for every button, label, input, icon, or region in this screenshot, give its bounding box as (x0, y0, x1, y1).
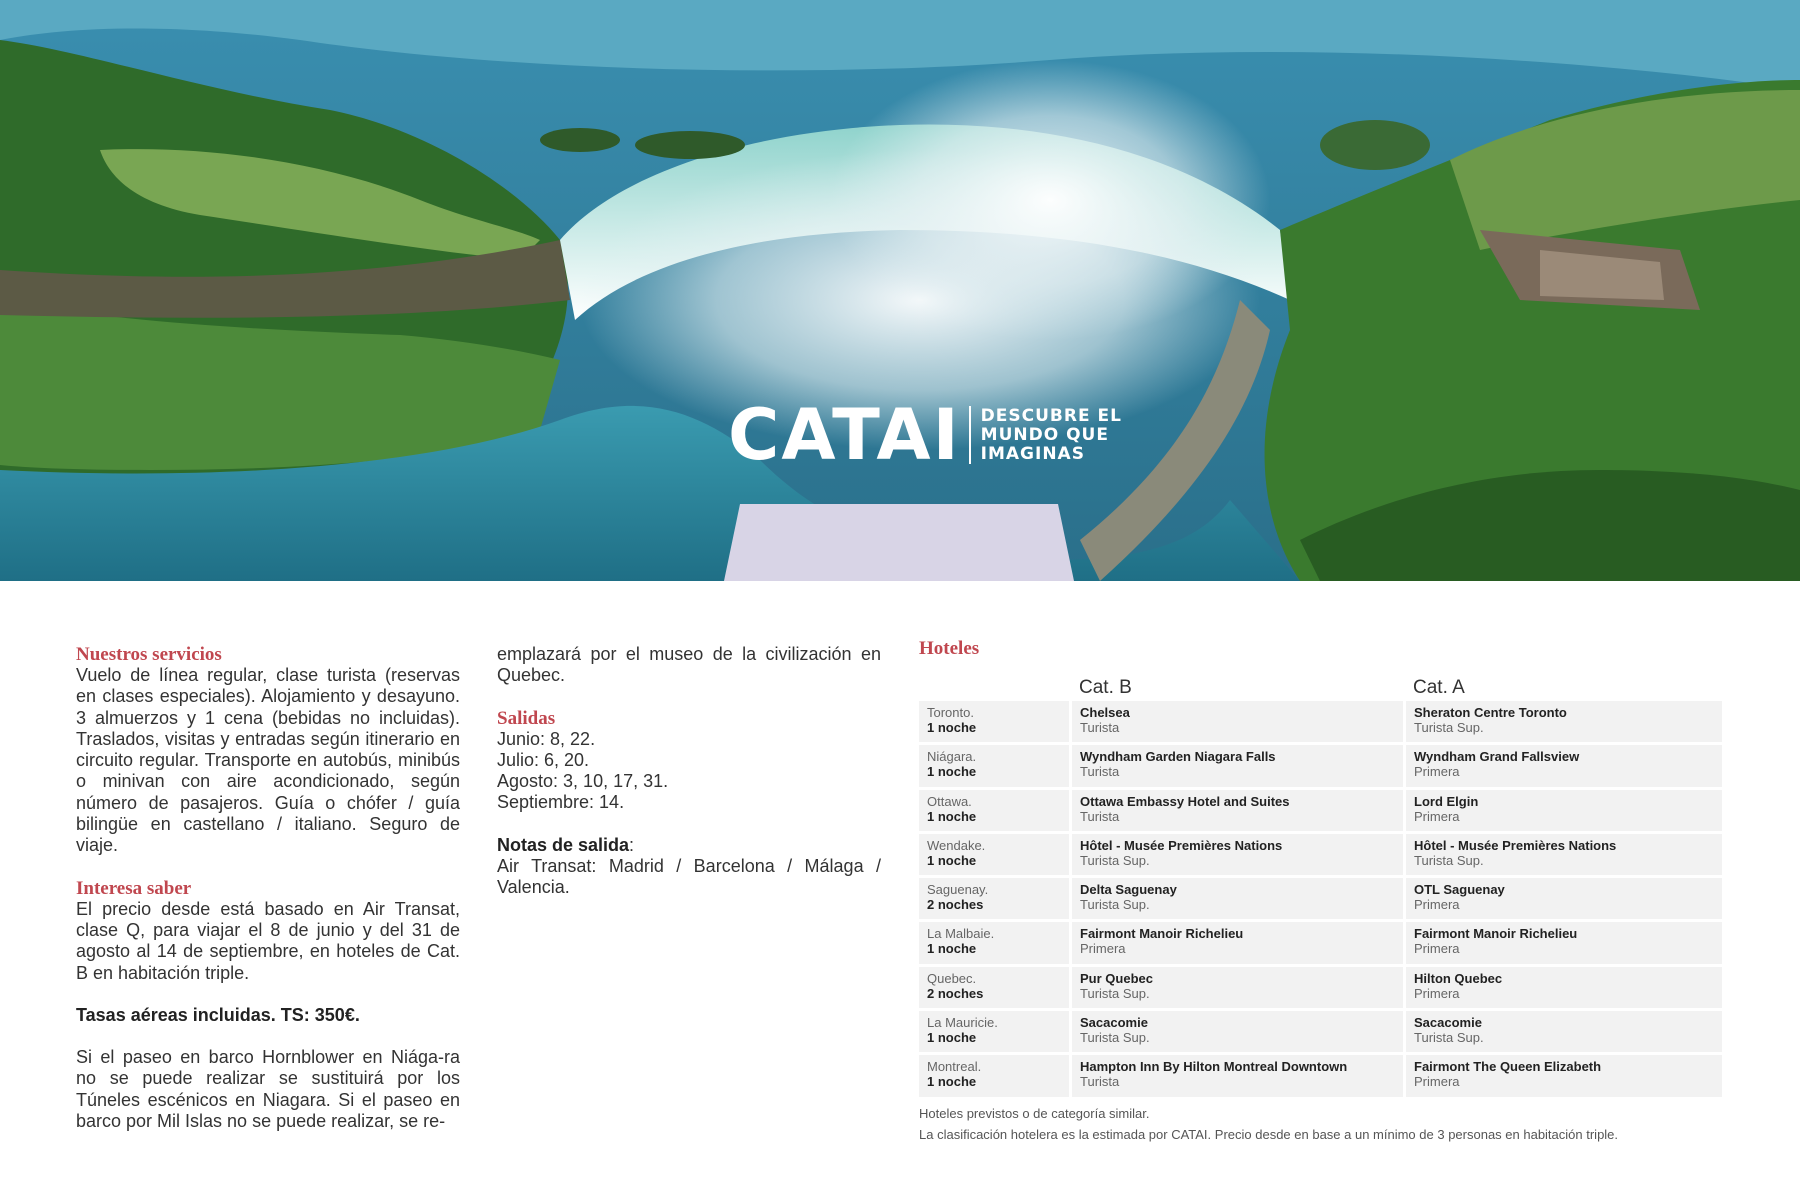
city-name: Saguenay. (927, 882, 989, 898)
hotel-name: Hôtel - Musée Premières Nations (1414, 837, 1617, 853)
cat-a-hotel-cell (1406, 878, 1722, 919)
tagline-line-1: DESCUBRE EL (980, 405, 1122, 426)
city-cell (919, 878, 1069, 919)
cat-a-header: Cat. A (1413, 677, 1465, 698)
lavender-tab (724, 504, 1074, 581)
classification-note: La clasificación hotelera es la estimada por CATAI. Precio desde en base a un mínimo de 3 personas en habitación triple. (919, 1127, 1619, 1142)
hotel-name: Lord Elgin (1414, 793, 1479, 809)
table-row (919, 1055, 1725, 1099)
hotel-name: Wyndham Grand Fallsview (1414, 749, 1580, 765)
hotel-name: Fairmont Manoir Richelieu (1080, 926, 1244, 942)
cat-a-hotel-cell (1406, 745, 1722, 786)
hotel-name: Pur Quebec (1080, 970, 1153, 986)
cat-b-header: Cat. B (1079, 677, 1132, 698)
departure-notes-title (497, 835, 881, 856)
hotel-category: Turista Sup. (1414, 1030, 1484, 1046)
table-row (919, 834, 1725, 878)
nights-count: 1 noche (927, 1030, 977, 1046)
cat-b-hotel-cell (1072, 922, 1403, 963)
city-cell (919, 834, 1069, 875)
tagline-line-2: MUNDO QUE (980, 424, 1109, 445)
cat-b-hotel-cell (1072, 745, 1403, 786)
hotel-category: Turista Sup. (1080, 985, 1150, 1001)
hotel-category: Turista Sup. (1080, 897, 1150, 913)
cat-b-hotel-cell (1072, 701, 1403, 742)
nights-count: 2 noches (927, 897, 984, 913)
hotel-name: Sacacomie (1080, 1015, 1148, 1031)
boat-notes-part2: emplazará por el museo de la civilización en Quebec. (497, 644, 881, 686)
info-heading: Interesa saber (76, 877, 192, 899)
hotels-note: Hoteles previstos o de categoría similar. (919, 1106, 1150, 1121)
hotel-category: Turista (1080, 764, 1120, 780)
logo-divider (969, 406, 971, 464)
city-cell (919, 790, 1069, 831)
hotel-name: Wyndham Garden Niagara Falls (1080, 749, 1276, 765)
niagara-falls-photo (0, 0, 1800, 581)
cat-b-hotel-cell (1072, 790, 1403, 831)
hotels-table (919, 701, 1725, 1100)
city-name: La Malbaie. (927, 926, 995, 942)
cat-b-hotel-cell (1072, 834, 1403, 875)
departure-date: Agosto: 3, 10, 17, 31. (497, 771, 669, 792)
hotel-name: OTL Saguenay (1414, 882, 1505, 898)
hotel-name: Fairmont The Queen Elizabeth (1414, 1059, 1602, 1075)
departure-date: Septiembre: 14. (497, 792, 625, 813)
hotel-name: Fairmont Manoir Richelieu (1414, 926, 1578, 942)
table-row (919, 922, 1725, 966)
departures-heading: Salidas (497, 707, 556, 729)
cat-a-hotel-cell (1406, 701, 1722, 742)
departure-notes-text: Air Transat: Madrid / Barcelona / Málaga / Valencia. (497, 856, 881, 898)
hotel-category: Turista Sup. (1080, 852, 1150, 868)
taxes-note: Tasas aéreas incluidas. TS: 350€. (76, 1004, 360, 1025)
hotel-name: Sheraton Centre Toronto (1414, 705, 1567, 720)
hotel-category: Turista (1080, 808, 1120, 824)
departure-date: Junio: 8, 22. (497, 728, 596, 749)
hotel-category: Primera (1414, 897, 1460, 913)
hotel-category: Primera (1414, 985, 1460, 1001)
hotel-name: Hôtel - Musée Premières Nations (1080, 837, 1283, 853)
city-cell (919, 1011, 1069, 1052)
departure-notes-colon: : (629, 834, 635, 855)
city-name: Quebec. (927, 970, 977, 986)
cat-a-hotel-cell (1406, 922, 1722, 963)
catai-logo (728, 394, 1122, 476)
cat-a-hotel-cell (1406, 1011, 1722, 1052)
city-name: Niágara. (927, 749, 977, 765)
hotel-category: Turista (1080, 1074, 1120, 1090)
table-row (919, 790, 1725, 834)
table-row (919, 1011, 1725, 1055)
table-row (919, 878, 1725, 922)
city-name: Ottawa. (927, 793, 972, 809)
nights-count: 1 noche (927, 764, 977, 780)
departure-date: Julio: 6, 20. (497, 749, 590, 770)
boat-notes-part1: Si el paseo en barco Hornblower en Niága-ra no se puede realizar se sustituirá por los Túneles escénicos en Niagara. Si el paseo en barco por Mil Islas no se puede realizar, se re- (76, 1047, 460, 1132)
hotel-category: Primera (1414, 941, 1460, 957)
cat-a-hotel-cell (1406, 1055, 1722, 1096)
city-name: Toronto. (927, 705, 974, 720)
hotel-name: Ottawa Embassy Hotel and Suites (1080, 793, 1290, 809)
table-row (919, 745, 1725, 789)
info-body: El precio desde está basado en Air Transat, clase Q, para viajar el 8 de junio y del 31 de agosto al 14 de septiembre, en hoteles de Cat. B en habitación triple. (76, 898, 460, 983)
hotel-category: Turista Sup. (1414, 720, 1484, 735)
nights-count: 2 noches (927, 985, 984, 1001)
cat-b-hotel-cell (1072, 1055, 1403, 1096)
tagline-line-3: IMAGINAS (980, 443, 1085, 464)
city-name: Wendake. (927, 837, 986, 853)
city-cell (919, 1055, 1069, 1096)
hotel-name: Hampton Inn By Hilton Montreal Downtown (1080, 1059, 1348, 1075)
hotel-name: Delta Saguenay (1080, 882, 1177, 898)
table-row (919, 967, 1725, 1011)
nights-count: 1 noche (927, 941, 977, 957)
cat-a-hotel-cell (1406, 834, 1722, 875)
info-column-left (76, 644, 460, 1132)
hotel-category: Turista Sup. (1080, 1030, 1150, 1046)
city-cell (919, 701, 1069, 742)
cat-b-hotel-cell (1072, 878, 1403, 919)
hotel-name: Hilton Quebec (1414, 970, 1503, 986)
services-body: Vuelo de línea regular, clase turista (reservas en clases especiales). Alojamiento y desayuno. 3 almuerzos y 1 cena (bebidas no incluidas). Traslados, visitas y entradas según itinerario en circuito regular. Transporte en autobús, minibús o minivan con aire acondicionado, según número de pasajeros. Guía o chófer / guía bilingüe en castellano / italiano. Seguro de viaje. (76, 665, 460, 856)
city-name: La Mauricie. (927, 1015, 998, 1031)
info-column-middle (497, 644, 881, 899)
brand-name: CATAI (728, 394, 961, 476)
hotel-category: Primera (1080, 941, 1126, 957)
hotel-category: Turista Sup. (1414, 852, 1484, 868)
hotel-category: Primera (1414, 808, 1460, 824)
city-name: Montreal. (927, 1059, 982, 1075)
nights-count: 1 noche (927, 720, 977, 735)
hotel-name: Sacacomie (1414, 1015, 1482, 1031)
cat-b-hotel-cell (1072, 1011, 1403, 1052)
hotel-name: Chelsea (1080, 705, 1130, 720)
hotels-heading: Hoteles (919, 638, 980, 659)
city-cell (919, 745, 1069, 786)
departure-notes-label: Notas de salida (497, 834, 630, 855)
services-heading: Nuestros servicios (76, 644, 222, 665)
hotel-category: Turista (1080, 720, 1120, 735)
cat-a-hotel-cell (1406, 790, 1722, 831)
city-cell (919, 967, 1069, 1008)
brand-tagline (981, 407, 1122, 464)
hotel-category: Primera (1414, 764, 1460, 780)
hero-image (0, 0, 1800, 581)
nights-count: 1 noche (927, 808, 977, 824)
nights-count: 1 noche (927, 1074, 977, 1090)
hotel-category: Primera (1414, 1074, 1460, 1090)
city-cell (919, 922, 1069, 963)
table-row (919, 701, 1725, 745)
cat-b-hotel-cell (1072, 967, 1403, 1008)
cat-a-hotel-cell (1406, 967, 1722, 1008)
nights-count: 1 noche (927, 852, 977, 868)
